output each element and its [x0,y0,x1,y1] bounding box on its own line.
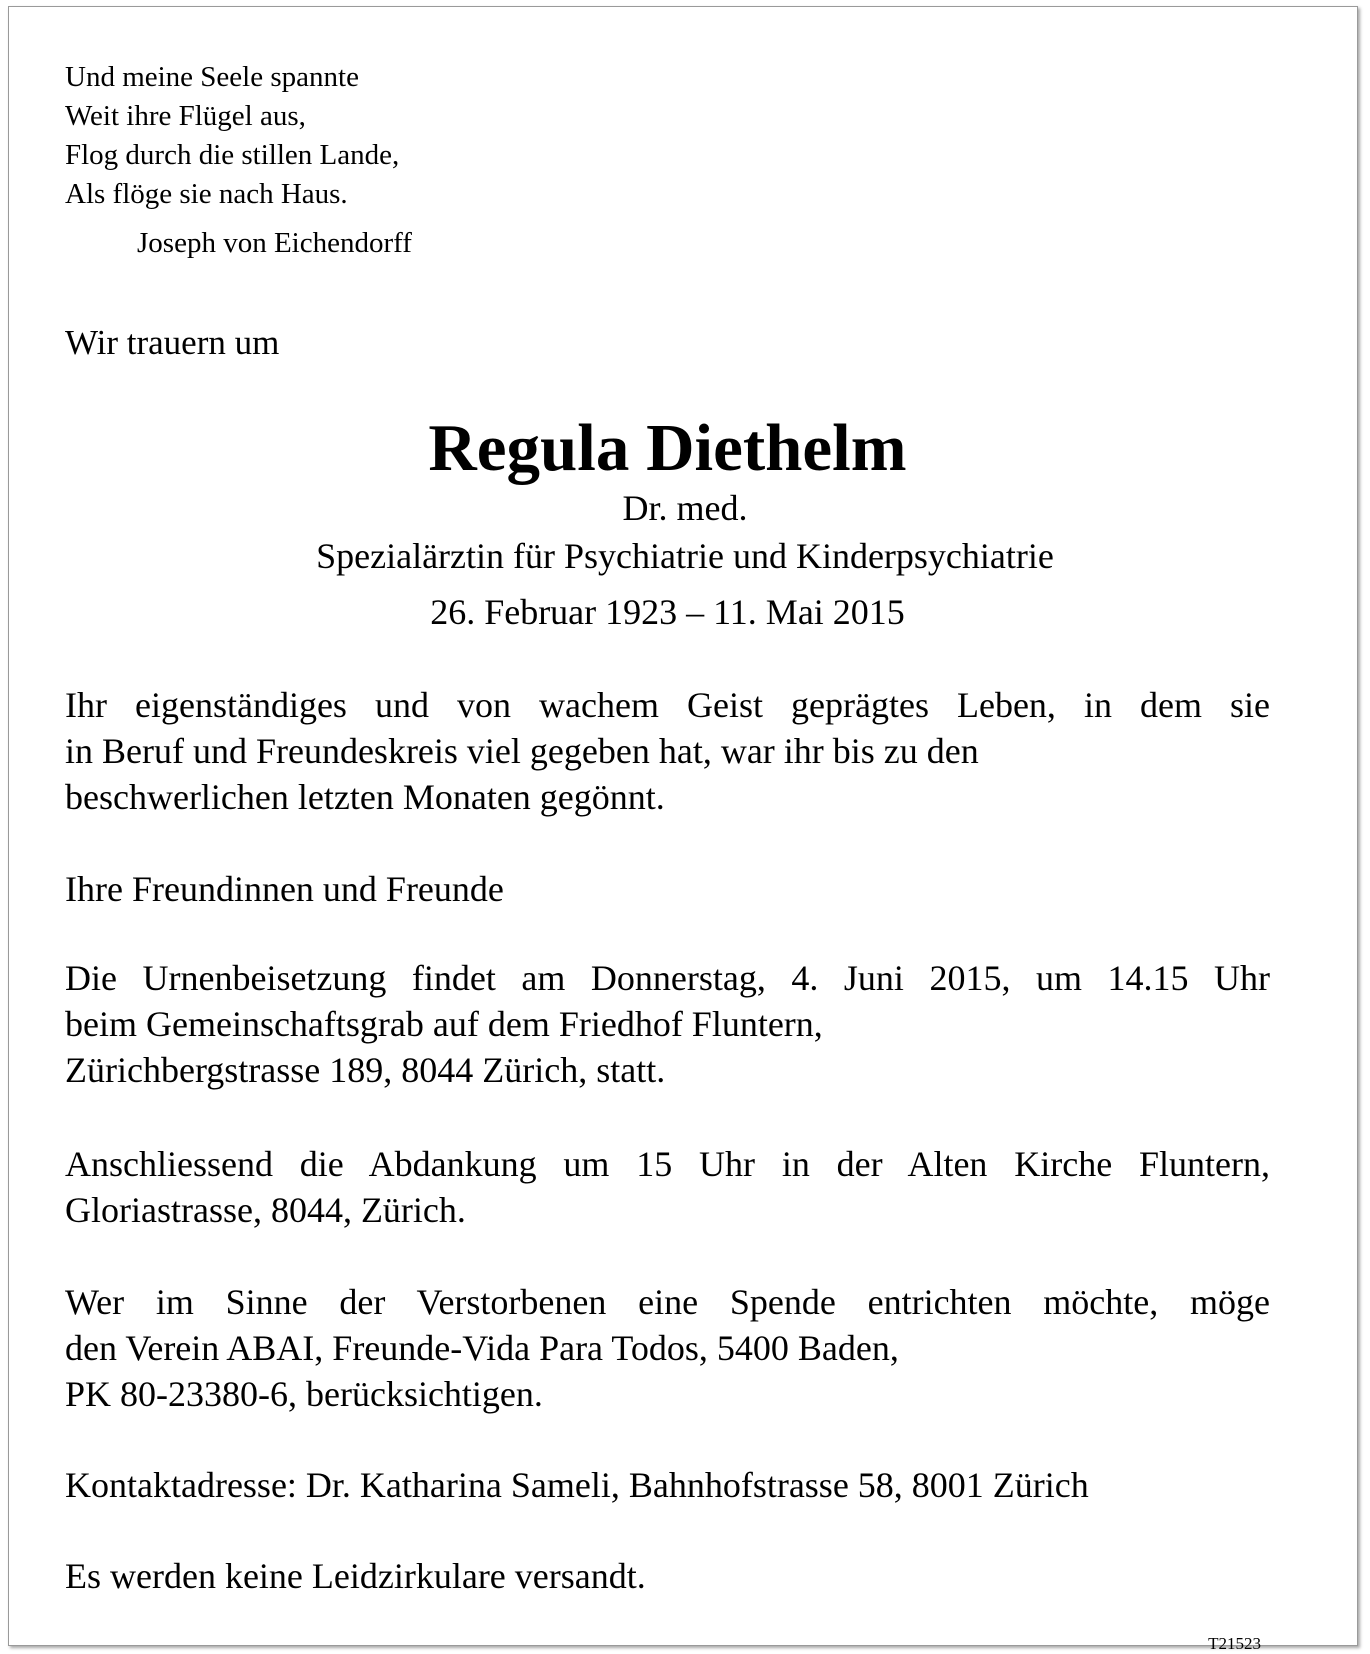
deceased-specialty: Spezialärztin für Psychiatrie und Kinderpsychiatrie [316,536,1054,576]
poem [65,58,399,214]
poem-line: Und meine Seele spannte [65,61,359,93]
reference-code: T21523 [1208,1634,1261,1653]
paragraph-line: Wer im Sinne der Verstorbenen eine Spende entrichten möchte, möge [65,1282,1270,1322]
donation-paragraph [65,1279,1270,1417]
signature-line: Ihre Freundinnen und Freunde [65,869,504,909]
paragraph-line: Gloriastrasse, 8044, Zürich. [65,1190,466,1230]
paragraph-line: beim Gemeinschaftsgrab auf dem Friedhof Fluntern, [65,1004,823,1044]
poem-line: Als flöge sie nach Haus. [65,178,348,210]
paragraph-line: in Beruf und Freundeskreis viel gegeben hat, war ihr bis zu den [65,731,979,771]
deceased-title: Dr. med. [622,488,748,528]
paragraph-line: PK 80-23380-6, berücksichtigen. [65,1374,543,1414]
life-dates: 26. Februar 1923 – 11. Mai 2015 [430,592,905,632]
contact-address: Kontaktadresse: Dr. Katharina Sameli, Bahnhofstrasse 58, 8001 Zürich [65,1465,1089,1505]
life-paragraph [65,682,1270,820]
paragraph-line: beschwerlichen letzten Monaten gegönnt. [65,777,665,817]
burial-paragraph [65,955,1270,1093]
poem-author: Joseph von Eichendorff [137,227,412,259]
poem-line: Flog durch die stillen Lande, [65,139,400,171]
paragraph-line: den Verein ABAI, Freunde-Vida Para Todos, 5400 Baden, [65,1328,899,1368]
paragraph-line: Zürichbergstrasse 189, 8044 Zürich, statt. [65,1050,666,1090]
paragraph-line: Ihr eigenständiges und von wachem Geist geprägtes Leben, in dem sie [65,685,1270,725]
deceased-name: Regula Diethelm [428,411,907,485]
poem-line: Weit ihre Flügel aus, [65,100,306,132]
mourning-intro: Wir trauern um [65,323,280,362]
paragraph-line: Die Urnenbeisetzung findet am Donnerstag, 4. Juni 2015, um 14.15 Uhr [65,958,1270,998]
paragraph-line: Anschliessend die Abdankung um 15 Uhr in der Alten Kirche Fluntern, [65,1144,1270,1184]
service-paragraph [65,1141,1270,1233]
closing-note: Es werden keine Leidzirkulare versandt. [65,1556,646,1596]
